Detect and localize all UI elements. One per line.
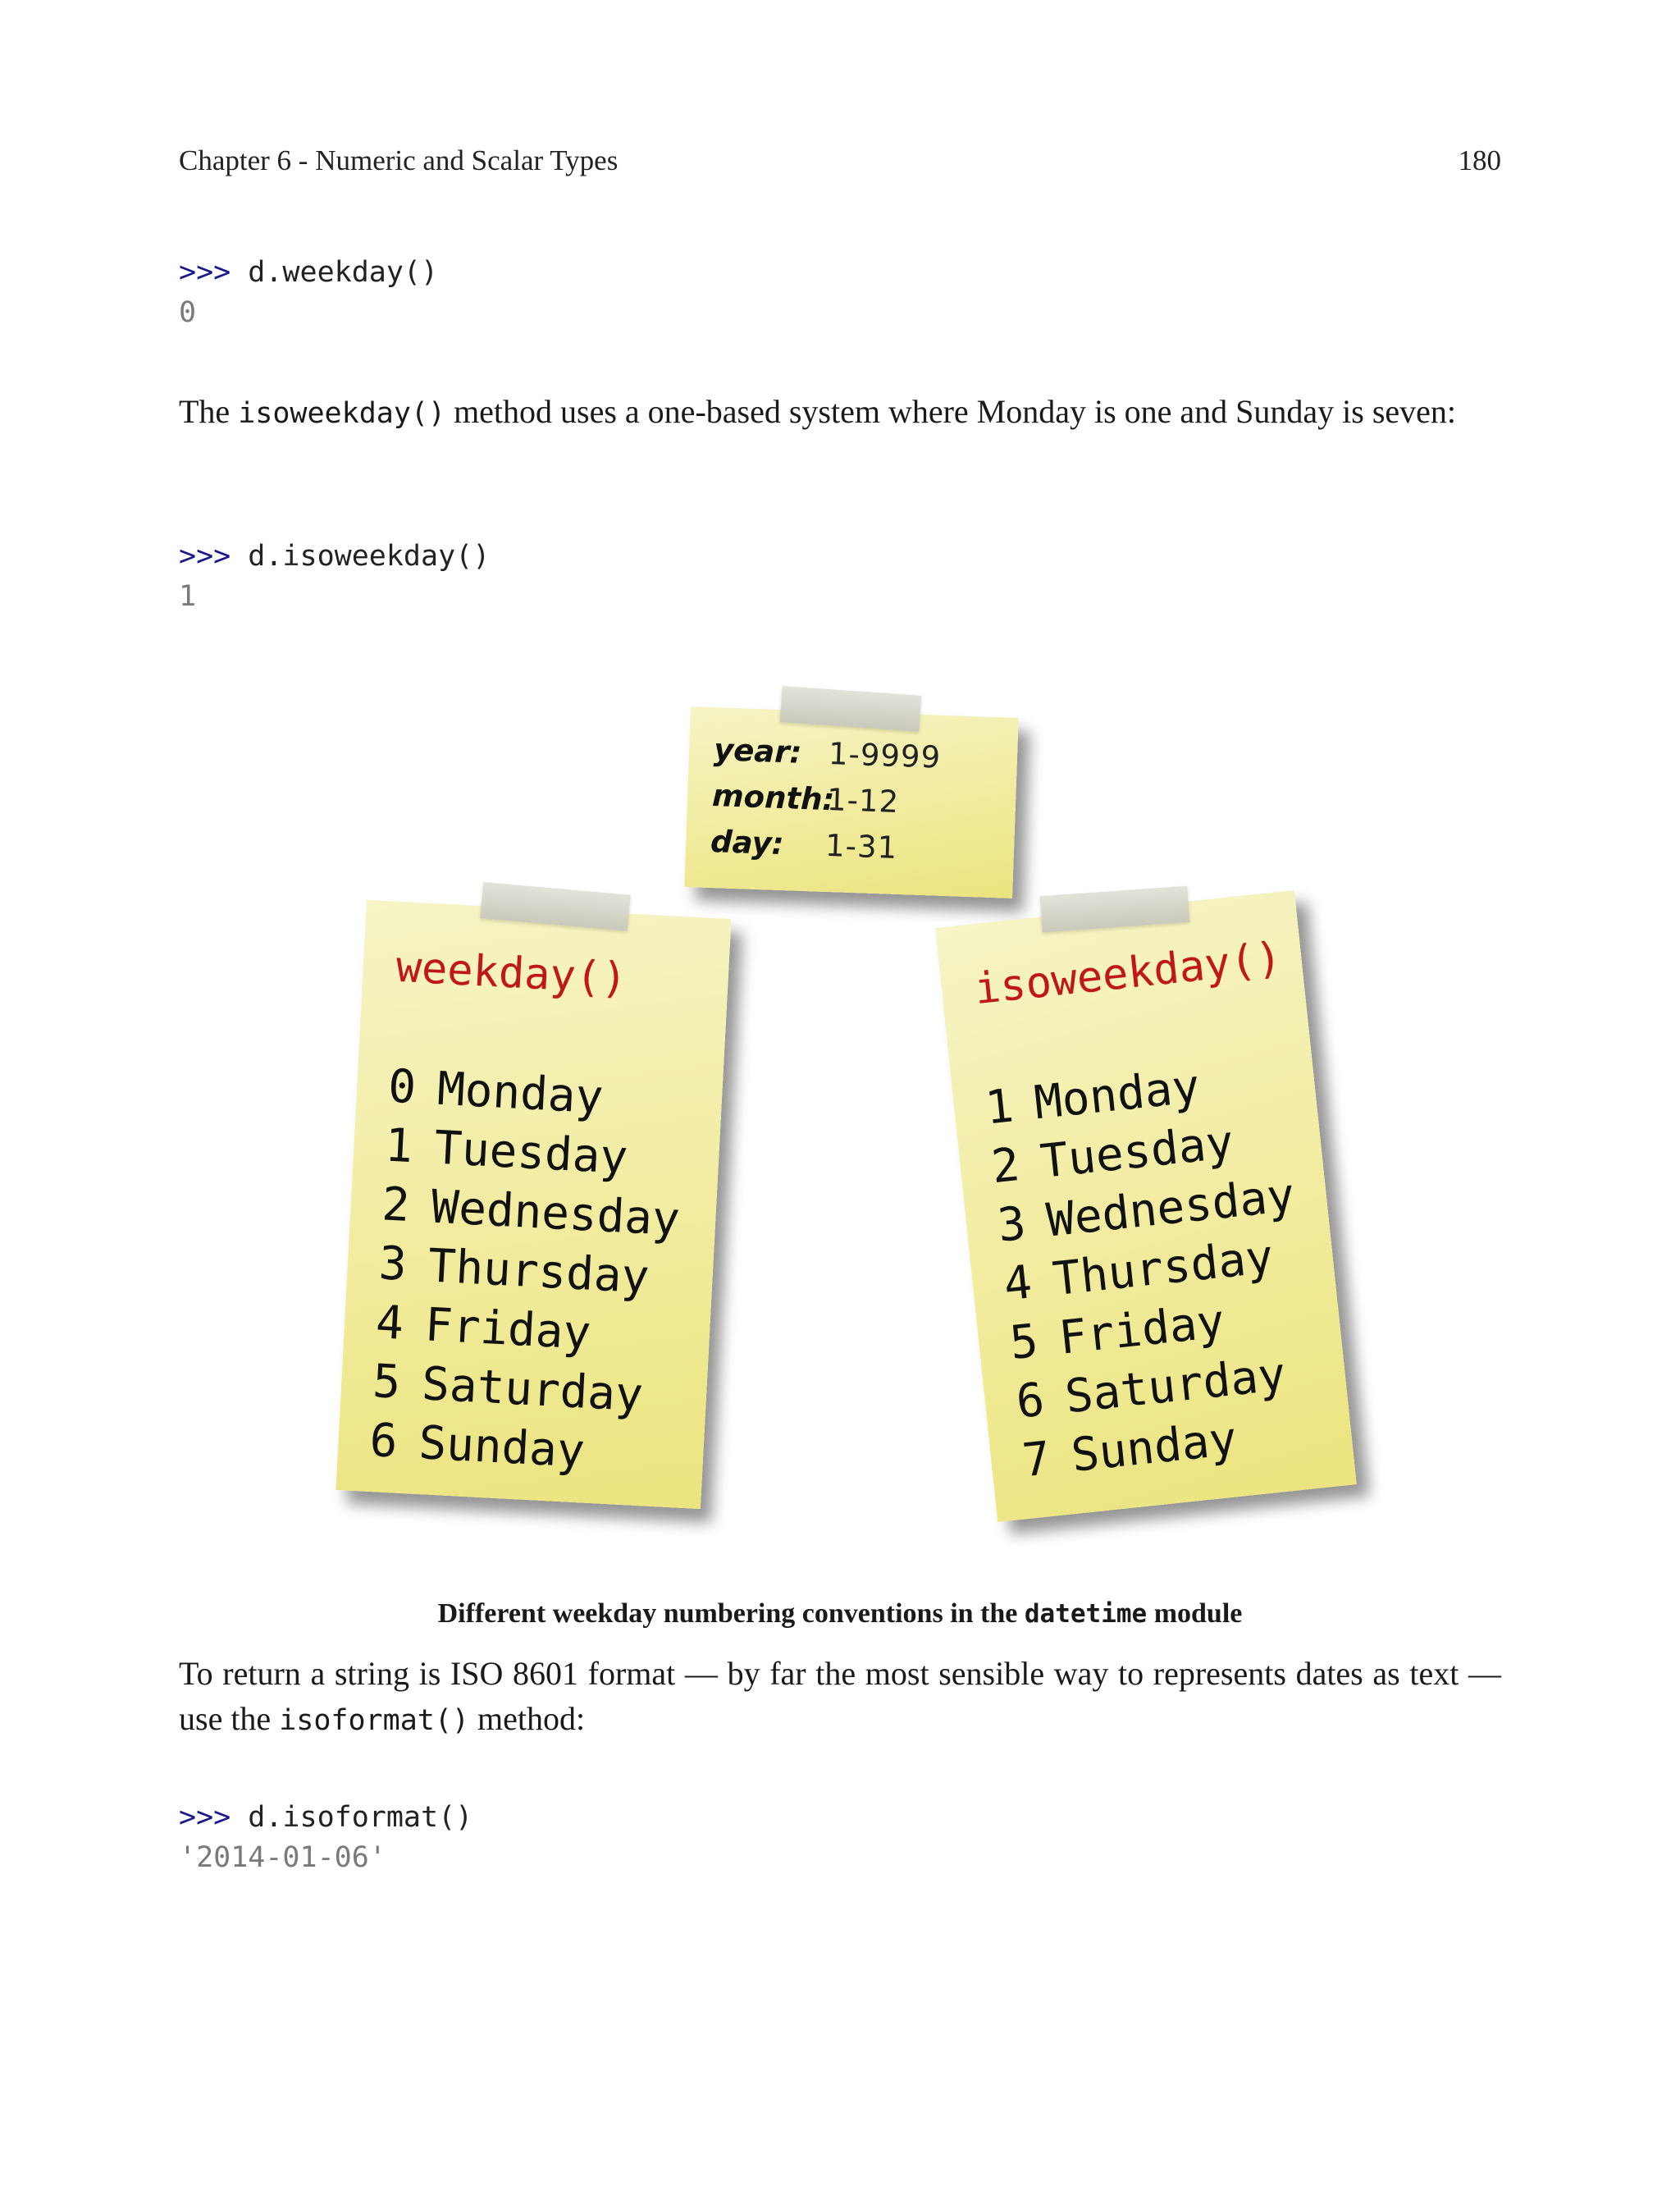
code-output: 1 — [179, 580, 197, 613]
repl-prompt: >>> — [179, 256, 231, 289]
isoweekday-note-title: isoweekday() — [972, 933, 1285, 1015]
range-row-year: year: 1-9999 — [713, 732, 942, 775]
weekday-list — [368, 1058, 687, 1486]
tape — [780, 686, 922, 732]
weekday-note — [336, 900, 731, 1509]
list-item: 1 Monday — [983, 1059, 1203, 1136]
list-item: 6 Saturday — [1013, 1347, 1289, 1429]
list-item: 5 Saturday — [371, 1355, 645, 1423]
chapter-title: Chapter 6 - Numeric and Scalar Types — [179, 144, 619, 176]
code-block-isoformat — [179, 1798, 472, 1878]
code-block-weekday — [179, 253, 438, 333]
paragraph-isoformat: To return a string is ISO 8601 format — by far the most sensible way to represents dates as text — use the isoformat() method: — [179, 1655, 1501, 1737]
list-item: 4 Thursday — [1001, 1230, 1276, 1312]
repl-prompt: >>> — [179, 1801, 231, 1834]
inline-code: datetime — [1024, 1599, 1148, 1629]
code-output: '2014-01-06' — [179, 1841, 386, 1874]
list-item: 7 Sunday — [1020, 1412, 1239, 1488]
range-row-month: month: 1-12 — [711, 778, 900, 821]
list-item: 3 Thursday — [377, 1236, 651, 1305]
list-item: 3 Wednesday — [995, 1168, 1298, 1253]
code-input: d.isoformat() — [231, 1801, 473, 1834]
page-number: 180 — [1458, 144, 1501, 176]
isoweekday-note — [935, 890, 1357, 1522]
repl-prompt: >>> — [179, 540, 231, 573]
date-ranges-note — [684, 706, 1018, 898]
range-row-day: day: 1-31 — [710, 824, 898, 866]
code-output: 0 — [179, 296, 197, 329]
list-item: 4 Friday — [374, 1296, 592, 1360]
figure-caption: Different weekday numbering conventions in the datetime module — [437, 1598, 1243, 1629]
weekday-note-title: weekday() — [395, 942, 628, 1004]
list-item: 2 Wednesday — [381, 1177, 682, 1247]
list-item: 5 Friday — [1007, 1294, 1227, 1371]
list-item: 1 Tuesday — [383, 1118, 629, 1185]
inline-code: isoformat() — [279, 1704, 469, 1737]
tape — [480, 882, 630, 931]
page-header — [179, 144, 1501, 177]
code-block-isoweekday — [179, 537, 490, 617]
tape — [1040, 886, 1190, 932]
list-item: 0 Monday — [386, 1059, 605, 1125]
isoweekday-list — [983, 1049, 1322, 1491]
list-item: 6 Sunday — [368, 1413, 587, 1479]
list-item: 2 Tuesday — [988, 1115, 1236, 1195]
code-input: d.weekday() — [231, 256, 439, 289]
code-input: d.isoweekday() — [231, 540, 491, 573]
paragraph-isoweekday: The isoweekday() method uses a one-based system where Monday is one and Sunday is seven: — [179, 393, 1457, 430]
inline-code: isoweekday() — [238, 397, 446, 430]
